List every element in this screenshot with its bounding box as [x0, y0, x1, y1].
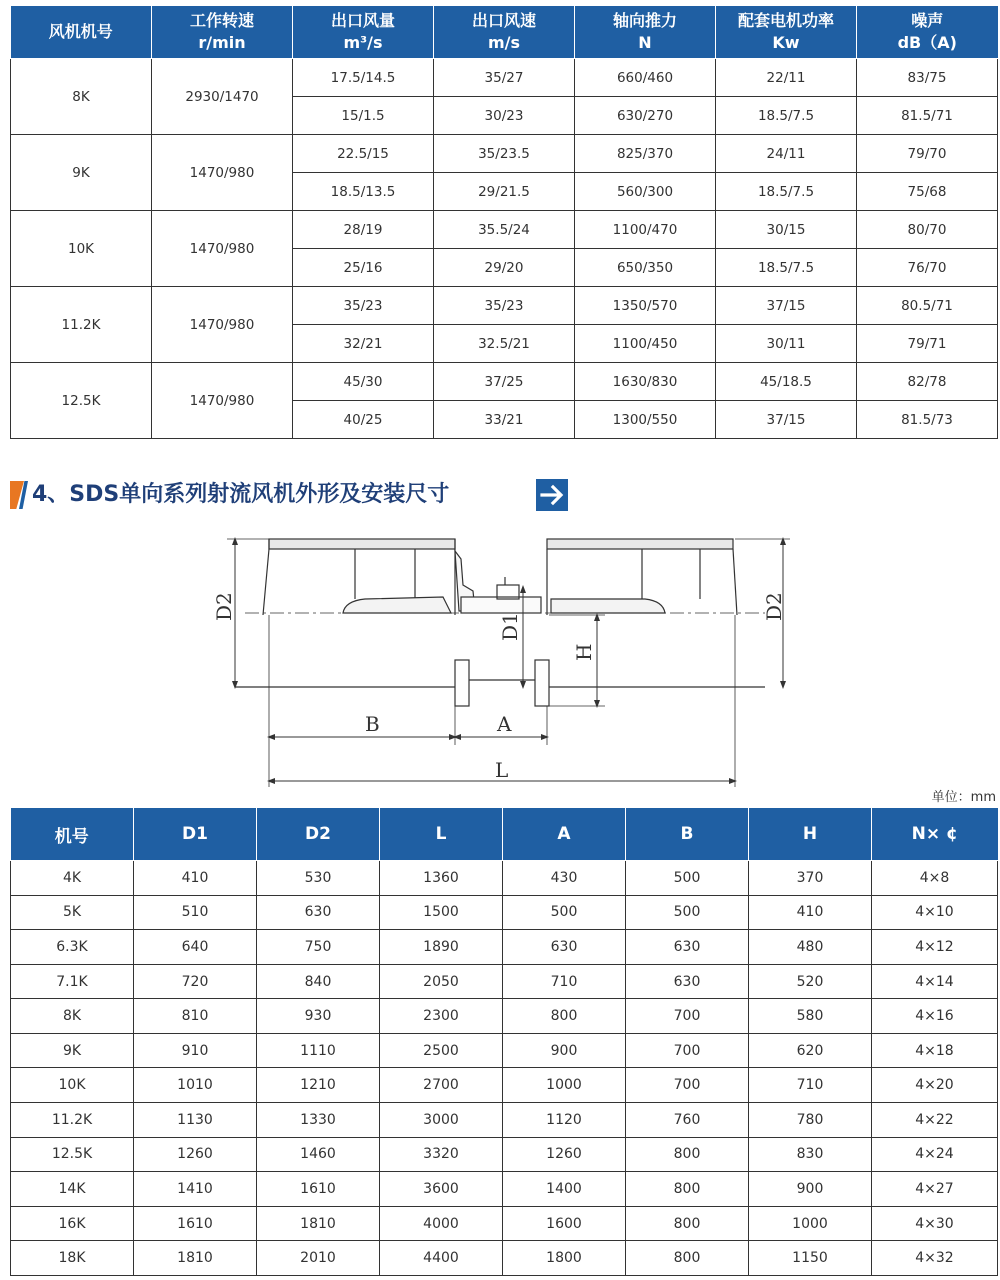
- table-cell: 30/15: [716, 211, 857, 249]
- table-cell: 2010: [257, 1241, 380, 1276]
- speed-cell: 1470/980: [152, 135, 293, 211]
- table-cell: 700: [626, 1033, 749, 1068]
- table-cell: 1630/830: [575, 363, 716, 401]
- table-cell: 30/23: [434, 97, 575, 135]
- table-cell: 4×27: [872, 1172, 998, 1207]
- table-cell: 830: [749, 1137, 872, 1172]
- table-cell: 83/75: [857, 59, 998, 97]
- table-cell: 1000: [503, 1068, 626, 1103]
- table-cell: 630: [626, 964, 749, 999]
- table-cell: 1130: [134, 1103, 257, 1138]
- table-cell: 700: [626, 999, 749, 1034]
- table-cell: 35/27: [434, 59, 575, 97]
- column-header-title: 配套电机功率: [737, 11, 834, 30]
- table-cell: 500: [626, 895, 749, 930]
- table-cell: 18.5/7.5: [716, 249, 857, 287]
- table-cell: 81.5/71: [857, 97, 998, 135]
- column-header: [434, 6, 575, 59]
- table-cell: 800: [626, 1206, 749, 1241]
- model-cell: 12.5K: [11, 363, 152, 439]
- column-header: D2: [257, 808, 380, 861]
- column-header-unit: m/s: [487, 33, 521, 52]
- table-cell: 37/25: [434, 363, 575, 401]
- table-cell: 1410: [134, 1172, 257, 1207]
- column-header-unit: r/min: [198, 33, 246, 52]
- table-cell: 82/78: [857, 363, 998, 401]
- column-header: H: [749, 808, 872, 861]
- table-cell: 35/23: [293, 287, 434, 325]
- table-row: [11, 211, 998, 249]
- table-cell: 800: [626, 1241, 749, 1276]
- table-cell: 1120: [503, 1103, 626, 1138]
- table-row: [11, 1206, 998, 1241]
- section-heading: [10, 477, 570, 511]
- table-cell: 580: [749, 999, 872, 1034]
- table-cell: 4000: [380, 1206, 503, 1241]
- table-row: [11, 287, 998, 325]
- table-cell: 4×16: [872, 999, 998, 1034]
- table-cell: 910: [134, 1033, 257, 1068]
- table-cell: 560/300: [575, 173, 716, 211]
- table-cell: 79/70: [857, 135, 998, 173]
- dimension-table-header: [11, 808, 998, 861]
- column-header: [11, 6, 152, 59]
- model-cell: 9K: [11, 135, 152, 211]
- table-cell: 2300: [380, 999, 503, 1034]
- column-header: [293, 6, 434, 59]
- table-cell: 40/25: [293, 401, 434, 439]
- speed-cell: 1470/980: [152, 287, 293, 363]
- table-cell: 29/20: [434, 249, 575, 287]
- table-cell: 900: [503, 1033, 626, 1068]
- table-cell: 800: [626, 1137, 749, 1172]
- table-cell: 35/23: [434, 287, 575, 325]
- table-cell: 1800: [503, 1241, 626, 1276]
- table-cell: 840: [257, 964, 380, 999]
- table-row: [11, 363, 998, 401]
- column-header: [152, 6, 293, 59]
- table-row: [11, 1033, 998, 1068]
- table-cell: 37/15: [716, 401, 857, 439]
- table-row: [11, 930, 998, 965]
- table-cell: 2500: [380, 1033, 503, 1068]
- table-cell: 75/68: [857, 173, 998, 211]
- table-cell: 28/19: [293, 211, 434, 249]
- table-cell: 81.5/73: [857, 401, 998, 439]
- table-cell: 1460: [257, 1137, 380, 1172]
- model-cell: 11.2K: [11, 1103, 134, 1138]
- table-cell: 33/21: [434, 401, 575, 439]
- table-cell: 22.5/15: [293, 135, 434, 173]
- table-cell: 29/21.5: [434, 173, 575, 211]
- table-cell: 32.5/21: [434, 325, 575, 363]
- table-cell: 25/16: [293, 249, 434, 287]
- model-cell: 10K: [11, 211, 152, 287]
- table-cell: 480: [749, 930, 872, 965]
- table-cell: 1210: [257, 1068, 380, 1103]
- label-d1: D1: [498, 612, 522, 641]
- column-header-title: 出口风速: [471, 11, 536, 30]
- speed-cell: 1470/980: [152, 211, 293, 287]
- column-header: [716, 6, 857, 59]
- table-cell: 1610: [257, 1172, 380, 1207]
- table-cell: 1890: [380, 930, 503, 965]
- table-cell: 30/11: [716, 325, 857, 363]
- arrow-right-icon: [536, 479, 568, 511]
- table-cell: 710: [749, 1068, 872, 1103]
- table-row: [11, 895, 998, 930]
- table-cell: 800: [503, 999, 626, 1034]
- model-cell: 12.5K: [11, 1137, 134, 1172]
- table-cell: 630: [503, 930, 626, 965]
- table-cell: 650/350: [575, 249, 716, 287]
- dimension-table-body: [11, 861, 998, 1276]
- table-cell: 640: [134, 930, 257, 965]
- table-cell: 4×32: [872, 1241, 998, 1276]
- table-cell: 80/70: [857, 211, 998, 249]
- label-l: L: [495, 758, 509, 782]
- unit-note: [932, 786, 996, 805]
- table-cell: 1260: [503, 1137, 626, 1172]
- table-cell: 4×24: [872, 1137, 998, 1172]
- table-row: [11, 964, 998, 999]
- fan-dimension-drawing: [205, 515, 800, 797]
- column-header: L: [380, 808, 503, 861]
- table-cell: 810: [134, 999, 257, 1034]
- table-cell: 4×10: [872, 895, 998, 930]
- table-cell: 35/23.5: [434, 135, 575, 173]
- column-header-title: 轴向推力: [612, 11, 677, 30]
- table-cell: 4×22: [872, 1103, 998, 1138]
- model-cell: 16K: [11, 1206, 134, 1241]
- table-cell: 510: [134, 895, 257, 930]
- table-cell: 3320: [380, 1137, 503, 1172]
- model-cell: 14K: [11, 1172, 134, 1207]
- column-header-unit: Kw: [772, 33, 800, 52]
- table-cell: 410: [749, 895, 872, 930]
- table-cell: 825/370: [575, 135, 716, 173]
- model-cell: 7.1K: [11, 964, 134, 999]
- table-cell: 1360: [380, 861, 503, 896]
- table-cell: 1330: [257, 1103, 380, 1138]
- table-cell: 1810: [257, 1206, 380, 1241]
- table-row: [11, 1137, 998, 1172]
- table-cell: 1100/450: [575, 325, 716, 363]
- table-cell: 45/18.5: [716, 363, 857, 401]
- table-cell: 520: [749, 964, 872, 999]
- table-cell: 500: [626, 861, 749, 896]
- table-cell: 710: [503, 964, 626, 999]
- table-cell: 3600: [380, 1172, 503, 1207]
- performance-table: [10, 6, 998, 439]
- column-header: [857, 6, 998, 59]
- column-header-title: 出口风量: [330, 11, 395, 30]
- label-b: B: [365, 712, 380, 736]
- table-cell: 630: [257, 895, 380, 930]
- model-cell: 9K: [11, 1033, 134, 1068]
- table-cell: 430: [503, 861, 626, 896]
- table-cell: 620: [749, 1033, 872, 1068]
- model-cell: 11.2K: [11, 287, 152, 363]
- performance-table-body: [11, 59, 998, 439]
- table-cell: 35.5/24: [434, 211, 575, 249]
- model-cell: 10K: [11, 1068, 134, 1103]
- label-h: H: [572, 643, 596, 661]
- table-cell: 4400: [380, 1241, 503, 1276]
- table-cell: 1150: [749, 1241, 872, 1276]
- column-header: 机号: [11, 808, 134, 861]
- table-cell: 4×20: [872, 1068, 998, 1103]
- left-casing: [263, 539, 475, 615]
- table-cell: 900: [749, 1172, 872, 1207]
- table-cell: 76/70: [857, 249, 998, 287]
- table-cell: 4×18: [872, 1033, 998, 1068]
- table-cell: 1110: [257, 1033, 380, 1068]
- table-cell: 18.5/7.5: [716, 173, 857, 211]
- table-cell: 1000: [749, 1206, 872, 1241]
- table-cell: 700: [626, 1068, 749, 1103]
- table-cell: 3000: [380, 1103, 503, 1138]
- speed-cell: 1470/980: [152, 363, 293, 439]
- model-cell: 4K: [11, 861, 134, 896]
- model-cell: 8K: [11, 999, 134, 1034]
- table-cell: 780: [749, 1103, 872, 1138]
- table-row: [11, 999, 998, 1034]
- table-cell: 1500: [380, 895, 503, 930]
- table-cell: 500: [503, 895, 626, 930]
- column-header: N× ¢: [872, 808, 998, 861]
- table-cell: 1260: [134, 1137, 257, 1172]
- table-cell: 1610: [134, 1206, 257, 1241]
- table-cell: 18.5/13.5: [293, 173, 434, 211]
- section-title: 4、SDS单向系列射流风机外形及安装尺寸: [32, 482, 450, 507]
- table-cell: 760: [626, 1103, 749, 1138]
- table-row: [11, 1241, 998, 1276]
- column-header: D1: [134, 808, 257, 861]
- column-header-title: 噪声: [911, 11, 944, 30]
- column-header: [575, 6, 716, 59]
- unit-value: mm: [970, 790, 996, 805]
- right-casing: [547, 539, 737, 615]
- table-cell: 1300/550: [575, 401, 716, 439]
- performance-table-header: [11, 6, 998, 59]
- table-cell: 1350/570: [575, 287, 716, 325]
- column-header-title: 工作转速: [189, 11, 254, 30]
- table-cell: 800: [626, 1172, 749, 1207]
- speed-cell: 2930/1470: [152, 59, 293, 135]
- table-cell: 930: [257, 999, 380, 1034]
- table-cell: 530: [257, 861, 380, 896]
- model-cell: 18K: [11, 1241, 134, 1276]
- label-a: A: [497, 712, 512, 736]
- column-header: B: [626, 808, 749, 861]
- table-cell: 32/21: [293, 325, 434, 363]
- model-cell: 5K: [11, 895, 134, 930]
- table-cell: 720: [134, 964, 257, 999]
- unit-label: 单位：: [931, 790, 971, 805]
- table-cell: 660/460: [575, 59, 716, 97]
- table-cell: 410: [134, 861, 257, 896]
- column-header-unit: m³/s: [343, 33, 383, 52]
- table-cell: 24/11: [716, 135, 857, 173]
- table-row: [11, 861, 998, 896]
- table-cell: 1400: [503, 1172, 626, 1207]
- table-row: [11, 59, 998, 97]
- table-cell: 80.5/71: [857, 287, 998, 325]
- table-row: [11, 1068, 998, 1103]
- table-cell: 17.5/14.5: [293, 59, 434, 97]
- table-cell: 45/30: [293, 363, 434, 401]
- table-cell: 22/11: [716, 59, 857, 97]
- table-cell: 4×30: [872, 1206, 998, 1241]
- table-cell: 37/15: [716, 287, 857, 325]
- table-row: [11, 1103, 998, 1138]
- table-cell: 1010: [134, 1068, 257, 1103]
- table-cell: 4×14: [872, 964, 998, 999]
- label-d2-right: D2: [762, 592, 786, 621]
- table-cell: 2700: [380, 1068, 503, 1103]
- model-cell: 6.3K: [11, 930, 134, 965]
- table-cell: 370: [749, 861, 872, 896]
- model-cell: 8K: [11, 59, 152, 135]
- table-cell: 2050: [380, 964, 503, 999]
- column-header-unit: dB（A): [897, 33, 957, 52]
- table-cell: 1600: [503, 1206, 626, 1241]
- column-header: A: [503, 808, 626, 861]
- table-cell: 18.5/7.5: [716, 97, 857, 135]
- table-cell: 15/1.5: [293, 97, 434, 135]
- table-cell: 4×8: [872, 861, 998, 896]
- column-header-title: 风机机号: [48, 22, 113, 41]
- table-row: [11, 1172, 998, 1207]
- table-row: [11, 135, 998, 173]
- table-cell: 79/71: [857, 325, 998, 363]
- table-cell: 4×12: [872, 930, 998, 965]
- label-d2-left: D2: [212, 592, 236, 621]
- table-cell: 630/270: [575, 97, 716, 135]
- table-cell: 1100/470: [575, 211, 716, 249]
- dimension-table: [10, 808, 998, 1276]
- column-header-unit: N: [638, 33, 652, 52]
- table-cell: 750: [257, 930, 380, 965]
- table-cell: 1810: [134, 1241, 257, 1276]
- table-cell: 630: [626, 930, 749, 965]
